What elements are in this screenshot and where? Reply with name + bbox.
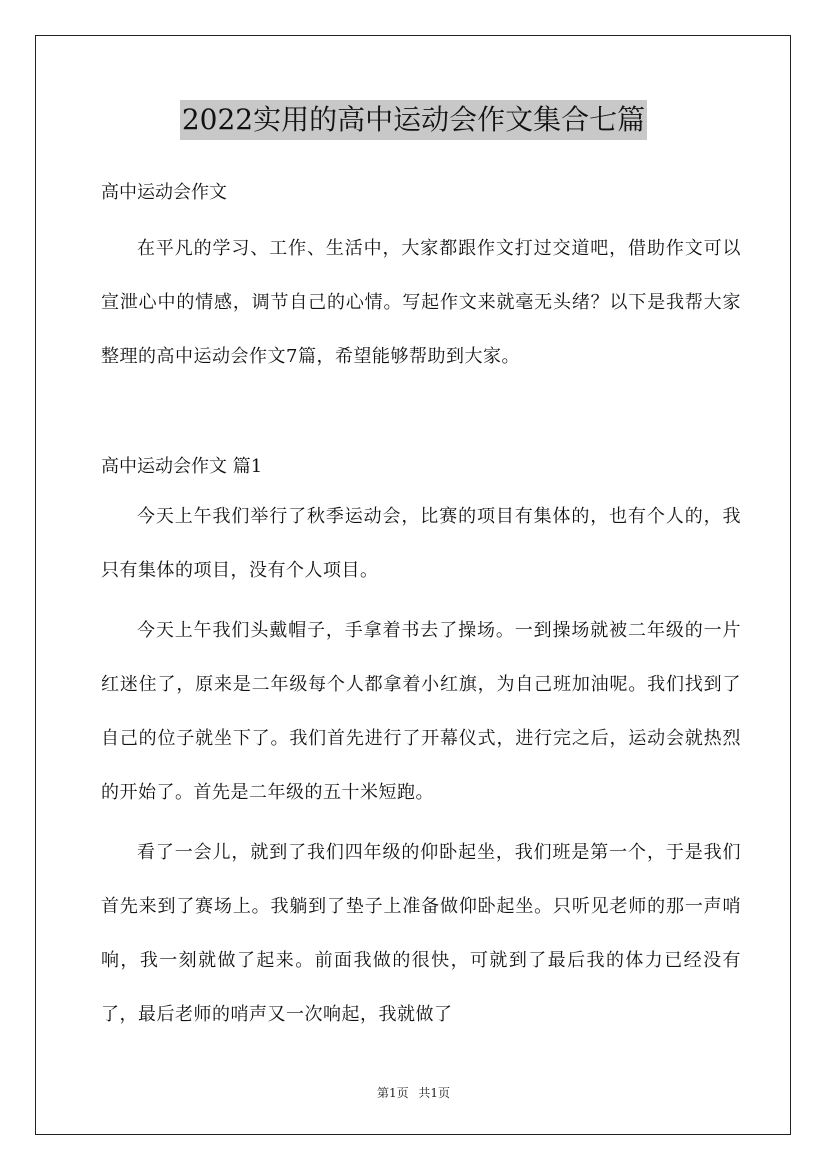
article-heading: 高中运动会作文 篇1 xyxy=(101,456,263,477)
body-paragraph-2: 今天上午我们头戴帽子，手拿着书去了操场。一到操场就被二年级的一片红迷住了，原来是二年级每个人都拿着小红旗，为自己班加油呢。我们找到了自己的位子就坐下了。我们首先进行了开幕仪式，进行完之后，运动会就热烈的开始了。首先是二年级的五十米短跑。 xyxy=(101,620,741,803)
intro-paragraph: 在平凡的学习、工作、生活中，大家都跟作文打过交道吧，借助作文可以宣泄心中的情感，调节自己的心情。写起作文来就毫无头绪？以下是我帮大家整理的高中运动会作文7篇，希望能够帮助到大家。 xyxy=(101,238,741,367)
body-paragraph-3: 看了一会儿，就到了我们四年级的仰卧起坐，我们班是第一个，于是我们首先来到了赛场上。我躺到了垫子上准备做仰卧起坐。只听见老师的那一声哨响，我一刻就做了起来。前面我做的很快，可就到了最后我的体力已经没有了，最后老师的哨声又一次响起，我就做了 xyxy=(101,842,741,1025)
body-paragraph-1: 今天上午我们举行了秋季运动会，比赛的项目有集体的，也有个人的，我只有集体的项目，没有个人项目。 xyxy=(101,506,741,581)
document-body xyxy=(101,170,741,1042)
page-footer xyxy=(0,1084,827,1101)
title-container xyxy=(0,100,827,140)
page-total: 共1页 xyxy=(418,1086,451,1100)
document-title: 2022实用的高中运动会作文集合七篇 xyxy=(180,100,647,140)
page-number: 第1页 xyxy=(376,1086,409,1100)
section-heading: 高中运动会作文 xyxy=(101,182,227,203)
